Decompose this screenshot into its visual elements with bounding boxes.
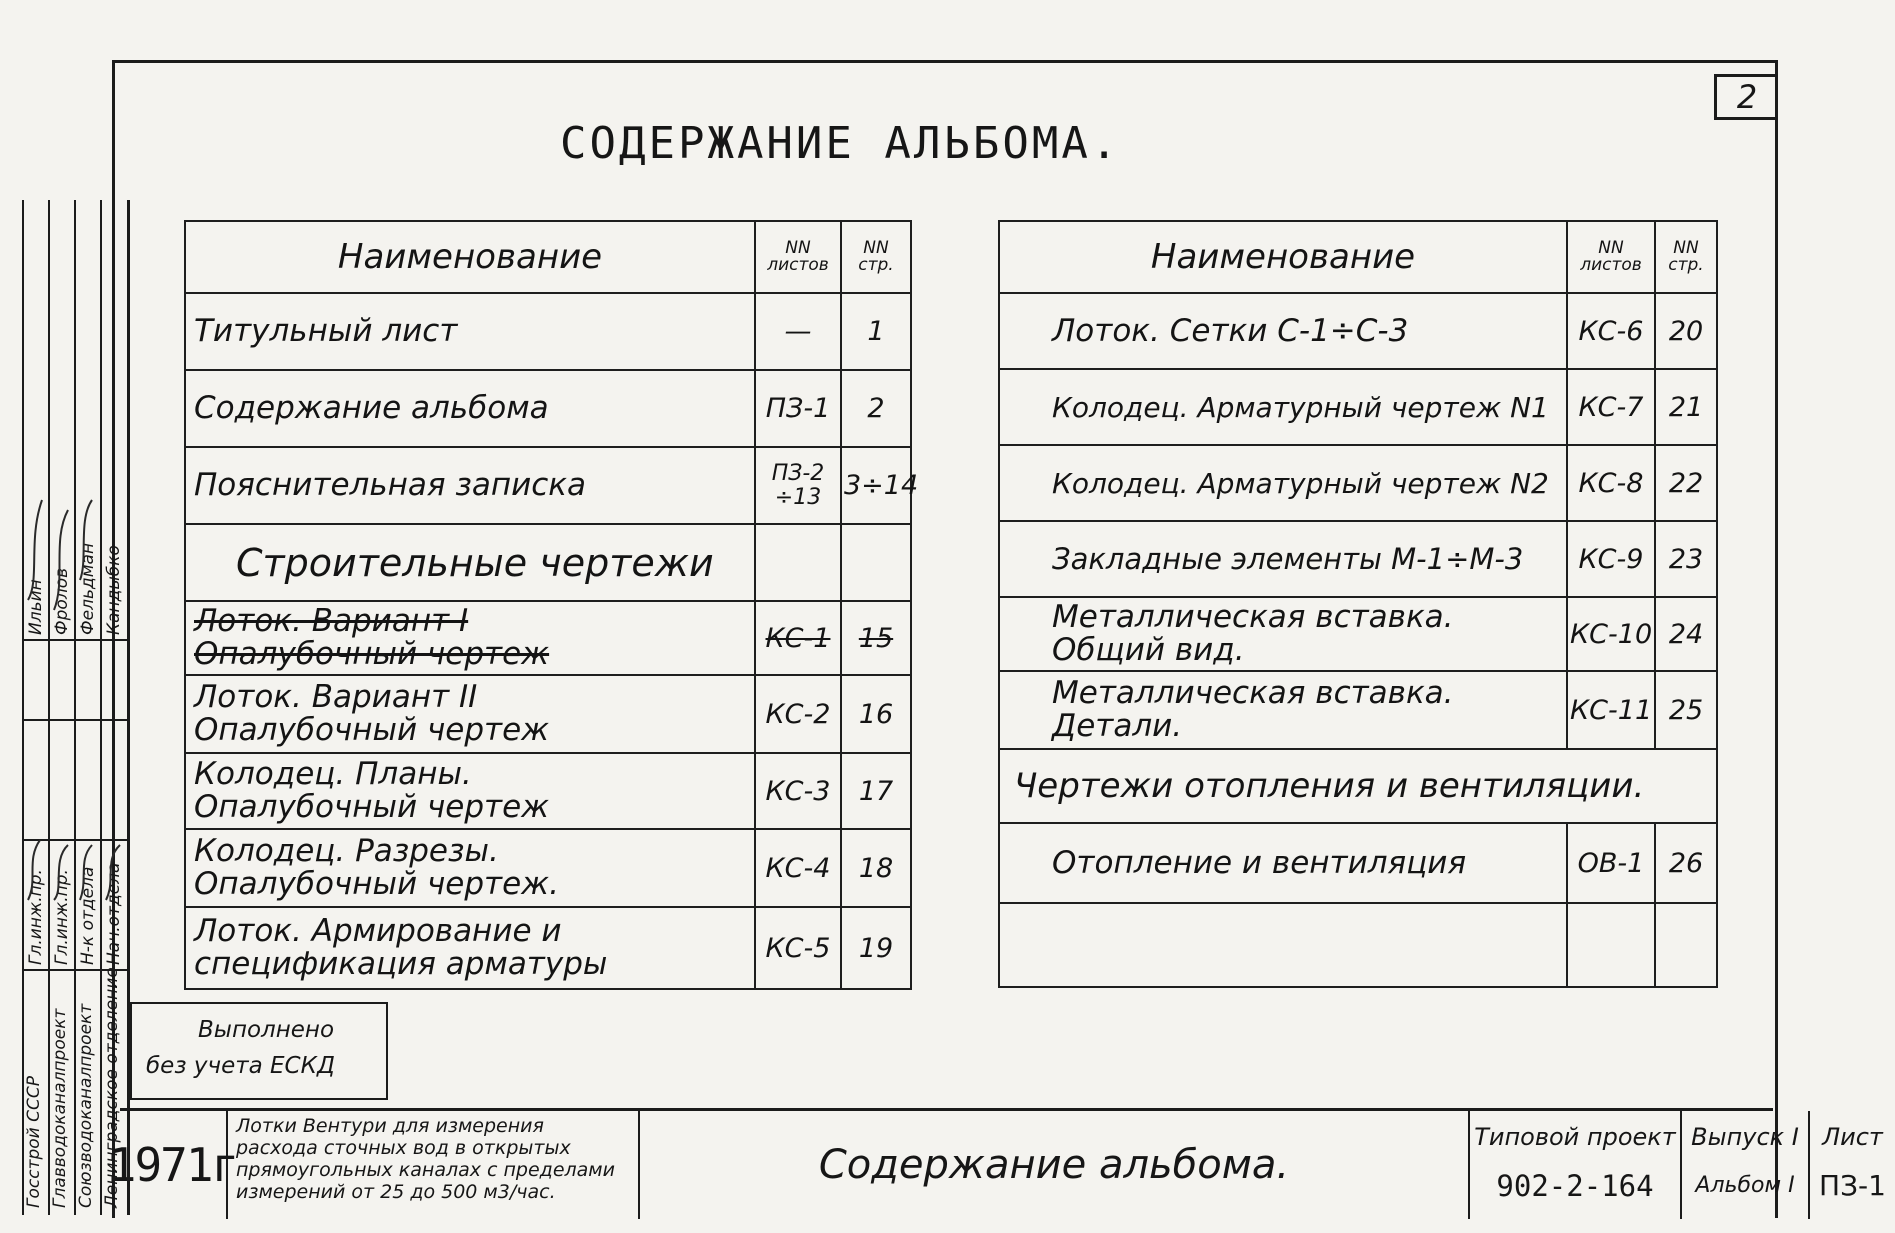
row-sheet: КС-8 [1567,445,1655,521]
section-row [185,524,911,601]
row-name [999,597,1567,671]
header-pages: NN стр. [1655,221,1717,293]
role: Н-к отдела [78,866,98,965]
row-sheet: КС-11 [1567,671,1655,749]
row-page: 25 [1655,671,1717,749]
table-row [999,671,1717,749]
sheet-value: ПЗ-1 [1819,1169,1886,1202]
signer-name: Фролов [52,567,72,635]
row-name [185,829,755,907]
row-name [999,671,1567,749]
row-name-line1: Металлическая вставка. [1052,675,1454,711]
row-page: 20 [1655,293,1717,369]
row-name-line2: Опалубочный чертеж [194,636,550,672]
row-page: 24 [1655,597,1717,671]
contents-table-left [184,220,919,990]
row-name [185,601,755,675]
row-page: 16 [841,675,911,753]
header-sheets: NN листов [755,221,841,293]
row-name-line1: Лоток. Вариант II [194,679,478,715]
row-name: Колодец. Арматурный чертеж N2 [999,445,1567,521]
table-row [999,369,1717,445]
table-row [999,521,1717,597]
row-name-line2: Общий вид. [1052,632,1245,668]
signature-scribbles [22,200,127,1215]
album-label: Альбом I [1695,1173,1795,1198]
row-page: 22 [1655,445,1717,521]
row-sheet: ПЗ-2 ÷13 [755,447,841,524]
row-sheet: КС-5 [755,907,841,989]
row-page: 21 [1655,369,1717,445]
row-name-line1: Металлическая вставка. [1052,599,1454,635]
table-row [999,445,1717,521]
table-row [185,447,911,524]
row-name [185,753,755,829]
row-page: 18 [841,829,911,907]
issue-label: Выпуск I [1691,1123,1799,1151]
signer-name: Фельдман [78,542,98,635]
contents-table-right [998,220,1718,988]
table-row [185,829,911,907]
row-name-line2: спецификация арматуры [194,946,608,982]
row-name: Колодец. Арматурный чертеж N1 [999,369,1567,445]
row-name: Отопление и вентиляция [999,823,1567,903]
row-name: Пояснительная записка [185,447,755,524]
role: Гл.инж.пр. [52,869,72,965]
section-title: Чертежи отопления и вентиляции. [999,749,1717,823]
row-page [841,524,911,601]
row-page [1655,903,1717,987]
page-number: 2 [1714,74,1777,120]
role: Гл.инж.пр. [26,869,46,965]
table-row [999,597,1717,671]
row-name [185,907,755,989]
header-name: Наименование [999,221,1567,293]
row-page: 1 [841,293,911,370]
org-glavvodokanal: Главводоканалпроект [50,1008,70,1208]
table-row [185,907,911,989]
title-block [108,1108,1886,1219]
table-row [185,370,911,447]
project-number: 902-2-164 [1496,1169,1654,1203]
signer-name: Кандыбко [104,545,124,635]
header-pages: NN стр. [841,221,911,293]
table-row [185,753,911,829]
row-sheet: КС-3 [755,753,841,829]
row-sheet [1567,903,1655,987]
header-name: Наименование [185,221,755,293]
row-page: 3÷14 [841,447,911,524]
row-name: Содержание альбома [185,370,755,447]
row-name: Титульный лист [185,293,755,370]
row-sheet: КС-7 [1567,369,1655,445]
row-name-line2: Детали. [1052,708,1183,744]
row-page: 17 [841,753,911,829]
table-header-row [185,221,911,293]
table-row-empty [999,903,1717,987]
sheet-label: Лист [1822,1123,1883,1151]
table-row [999,293,1717,369]
project-description: Лотки Вентури для измерения расхода сточных вод в открытых прямоугольных каналах с пределами измерений от 25 до 500 м3/час. [228,1111,640,1219]
signature-strip [22,200,130,1215]
row-sheet [755,524,841,601]
row-sheet: КС-6 [1567,293,1655,369]
issue-cell [1682,1111,1810,1219]
row-sheet: КС-10 [1567,597,1655,671]
eskd-note [130,1002,388,1100]
row-name: Лоток. Сетки С-1÷С-3 [999,293,1567,369]
section-row [999,749,1717,823]
row-sheet: — [755,293,841,370]
note-line2: без учета ЕСКД [146,1053,335,1079]
org-soyuzvodokanal: Союзводоканалпроект [76,1003,96,1208]
sheet-cell [1810,1111,1895,1219]
project-label: Типовой проект [1474,1123,1676,1151]
project-cell [1470,1111,1682,1219]
section-title: Строительные чертежи [185,524,755,601]
row-name [185,675,755,753]
role: Нач.отдела [104,862,124,965]
table-row [185,293,911,370]
row-page: 26 [1655,823,1717,903]
table-row [185,675,911,753]
row-page: 19 [841,907,911,989]
note-line1: Выполнено [198,1017,335,1043]
row-page: 15 [841,601,911,675]
table-header-row [999,221,1717,293]
document-name: Содержание альбома. [640,1111,1470,1219]
signer-name: Ильин [26,579,46,635]
row-sheet: ПЗ-1 [755,370,841,447]
row-sheet: КС-9 [1567,521,1655,597]
year: 1971г [120,1111,228,1219]
row-page: 23 [1655,521,1717,597]
org-gosstroy: Госстрой СССР [24,1076,44,1208]
row-name-line2: Опалубочный чертеж. [194,866,559,902]
row-name-line1: Лоток. Вариант I [194,603,469,639]
row-sheet: ОВ-1 [1567,823,1655,903]
header-sheets: NN листов [1567,221,1655,293]
row-name-line1: Лоток. Армирование и [194,913,562,949]
row-name-line1: Колодец. Разрезы. [194,833,499,869]
page-title: СОДЕРЖАНИЕ АЛЬБОМА. [560,118,1121,169]
row-name [999,903,1567,987]
row-name: Закладные элементы М-1÷М-3 [999,521,1567,597]
row-sheet: КС-1 [755,601,841,675]
row-name-line2: Опалубочный чертеж [194,712,550,748]
table-row [999,823,1717,903]
row-sheet: КС-2 [755,675,841,753]
org-leningrad: Ленинградское отделение [102,967,122,1208]
row-sheet: КС-4 [755,829,841,907]
table-row [185,601,911,675]
row-name-line1: Колодец. Планы. [194,756,472,792]
row-name-line2: Опалубочный чертеж [194,789,550,825]
row-page: 2 [841,370,911,447]
